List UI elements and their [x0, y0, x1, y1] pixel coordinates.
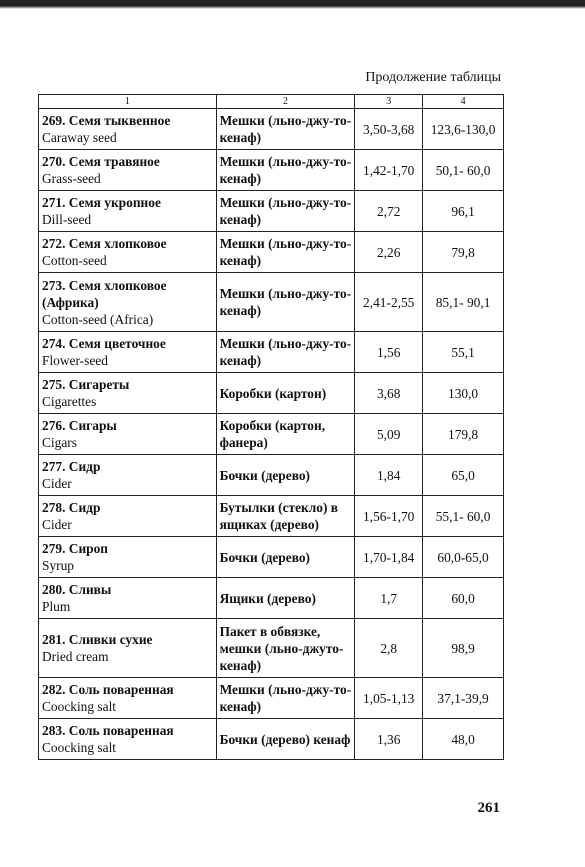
table-continuation-caption: Продолжение таблицы — [365, 70, 501, 85]
cargo-name-ru: 269. Семя тыквенное — [42, 113, 171, 128]
column-3-value: 1,05-1,13 — [355, 678, 423, 719]
cargo-name-ru: 270. Семя травяное — [42, 154, 160, 169]
table-row — [39, 232, 504, 273]
table-row — [39, 414, 504, 455]
packaging-cell: Коробки (картон, фанера) — [216, 414, 355, 455]
cargo-name-en: Cider — [42, 476, 72, 491]
cargo-name-ru: 277. Сидр — [42, 459, 101, 474]
column-3-value: 3,50-3,68 — [355, 109, 423, 150]
table-row — [39, 191, 504, 232]
column-header-1: 1 — [39, 95, 217, 109]
cargo-name-ru: 281. Сливки сухие — [42, 632, 153, 647]
cargo-name-cell — [39, 455, 217, 496]
table-header-row — [39, 95, 504, 109]
packaging-cell: Бочки (дерево) — [216, 455, 355, 496]
cargo-name-ru: 275. Сигареты — [42, 377, 130, 392]
cargo-name-en: Caraway seed — [42, 130, 117, 145]
column-3-value: 1,7 — [355, 578, 423, 619]
column-4-value: 98,9 — [423, 619, 504, 678]
column-4-value: 96,1 — [423, 191, 504, 232]
page-number: 261 — [477, 800, 500, 816]
table-row — [39, 619, 504, 678]
packaging-cell: Мешки (льно-джу-то-кенаф) — [216, 150, 355, 191]
cargo-name-ru: 271. Семя укропное — [42, 195, 161, 210]
column-4-value: 85,1- 90,1 — [423, 273, 504, 332]
column-3-value: 1,84 — [355, 455, 423, 496]
column-3-value: 1,42-1,70 — [355, 150, 423, 191]
cargo-name-ru: 280. Сливы — [42, 582, 112, 597]
cargo-name-en: Syrup — [42, 558, 74, 573]
column-4-value: 79,8 — [423, 232, 504, 273]
table-row — [39, 719, 504, 760]
cargo-name-cell — [39, 719, 217, 760]
packaging-cell: Мешки (льно-джу-то-кенаф) — [216, 678, 355, 719]
packaging-cell: Коробки (картон) — [216, 373, 355, 414]
packaging-cell: Бочки (дерево) — [216, 537, 355, 578]
cargo-name-cell — [39, 273, 217, 332]
cargo-name-ru: 283. Соль поваренная — [42, 723, 174, 738]
column-4-value: 130,0 — [423, 373, 504, 414]
table-row — [39, 373, 504, 414]
cargo-name-cell — [39, 150, 217, 191]
column-3-value: 3,68 — [355, 373, 423, 414]
column-4-value: 60,0 — [423, 578, 504, 619]
cargo-name-en: Dried cream — [42, 649, 109, 664]
column-3-value: 2,26 — [355, 232, 423, 273]
cargo-name-cell — [39, 537, 217, 578]
table-row — [39, 273, 504, 332]
table-row — [39, 496, 504, 537]
cargo-name-cell — [39, 619, 217, 678]
table-row — [39, 332, 504, 373]
cargo-name-en: Coocking salt — [42, 699, 117, 714]
column-4-value: 48,0 — [423, 719, 504, 760]
column-4-value: 37,1-39,9 — [423, 678, 504, 719]
packaging-cell: Мешки (льно-джу-то-кенаф) — [216, 109, 355, 150]
cargo-name-en: Dill-seed — [42, 212, 92, 227]
cargo-name-ru: 282. Соль поваренная — [42, 682, 174, 697]
cargo-name-en: Grass-seed — [42, 171, 101, 186]
packaging-cell: Пакет в обвязке, мешки (льно-джуто-кенаф) — [216, 619, 355, 678]
cargo-name-en: Flower-seed — [42, 353, 108, 368]
cargo-name-en: Cotton-seed — [42, 253, 107, 268]
cargo-name-en: Coocking salt — [42, 740, 117, 755]
column-3-value: 2,41-2,55 — [355, 273, 423, 332]
column-4-value: 60,0-65,0 — [423, 537, 504, 578]
cargo-name-ru: 272. Семя хлопковое — [42, 236, 167, 251]
table-body — [39, 109, 504, 760]
cargo-name-en: Cigarettes — [42, 394, 97, 409]
cargo-name-cell — [39, 332, 217, 373]
packaging-cell: Мешки (льно-джу-то-кенаф) — [216, 191, 355, 232]
column-3-value: 5,09 — [355, 414, 423, 455]
cargo-name-cell — [39, 578, 217, 619]
packaging-cell: Мешки (льно-джу-то-кенаф) — [216, 332, 355, 373]
table-row — [39, 150, 504, 191]
column-4-value: 55,1- 60,0 — [423, 496, 504, 537]
top-rule — [0, 0, 585, 9]
table-row — [39, 455, 504, 496]
cargo-name-ru: 276. Сигары — [42, 418, 117, 433]
column-4-value: 50,1- 60,0 — [423, 150, 504, 191]
cargo-name-cell — [39, 414, 217, 455]
column-3-value: 1,36 — [355, 719, 423, 760]
column-4-value: 55,1 — [423, 332, 504, 373]
cargo-name-ru: 274. Семя цветочное — [42, 336, 166, 351]
table-row — [39, 109, 504, 150]
table-row — [39, 537, 504, 578]
cargo-name-cell — [39, 373, 217, 414]
cargo-name-ru: 273. Семя хлопковое (Африка) — [42, 277, 167, 310]
column-3-value: 2,8 — [355, 619, 423, 678]
column-3-value: 2,72 — [355, 191, 423, 232]
cargo-name-ru: 278. Сидр — [42, 500, 101, 515]
cargo-name-cell — [39, 678, 217, 719]
cargo-name-en: Cotton-seed (Africa) — [42, 311, 154, 327]
column-4-value: 65,0 — [423, 455, 504, 496]
table-row — [39, 678, 504, 719]
cargo-name-cell — [39, 109, 217, 150]
packaging-cell: Мешки (льно-джу-то-кенаф) — [216, 273, 355, 332]
cargo-name-ru: 279. Сироп — [42, 541, 109, 556]
cargo-name-cell — [39, 496, 217, 537]
packaging-cell: Ящики (дерево) — [216, 578, 355, 619]
column-header-4: 4 — [423, 95, 504, 109]
column-4-value: 179,8 — [423, 414, 504, 455]
cargo-name-cell — [39, 232, 217, 273]
column-header-2: 2 — [216, 95, 355, 109]
column-3-value: 1,56-1,70 — [355, 496, 423, 537]
cargo-name-en: Cigars — [42, 435, 77, 450]
cargo-name-en: Plum — [42, 599, 71, 614]
column-4-value: 123,6-130,0 — [423, 109, 504, 150]
packaging-cell: Мешки (льно-джу-то-кенаф) — [216, 232, 355, 273]
column-header-3: 3 — [355, 95, 423, 109]
packaging-cell: Бочки (дерево) кенаф — [216, 719, 355, 760]
packaging-cell: Бутылки (стекло) в ящиках (дерево) — [216, 496, 355, 537]
cargo-table — [38, 94, 504, 760]
column-3-value: 1,56 — [355, 332, 423, 373]
cargo-name-en: Cider — [42, 517, 72, 532]
column-3-value: 1,70-1,84 — [355, 537, 423, 578]
cargo-name-cell — [39, 191, 217, 232]
table-row — [39, 578, 504, 619]
